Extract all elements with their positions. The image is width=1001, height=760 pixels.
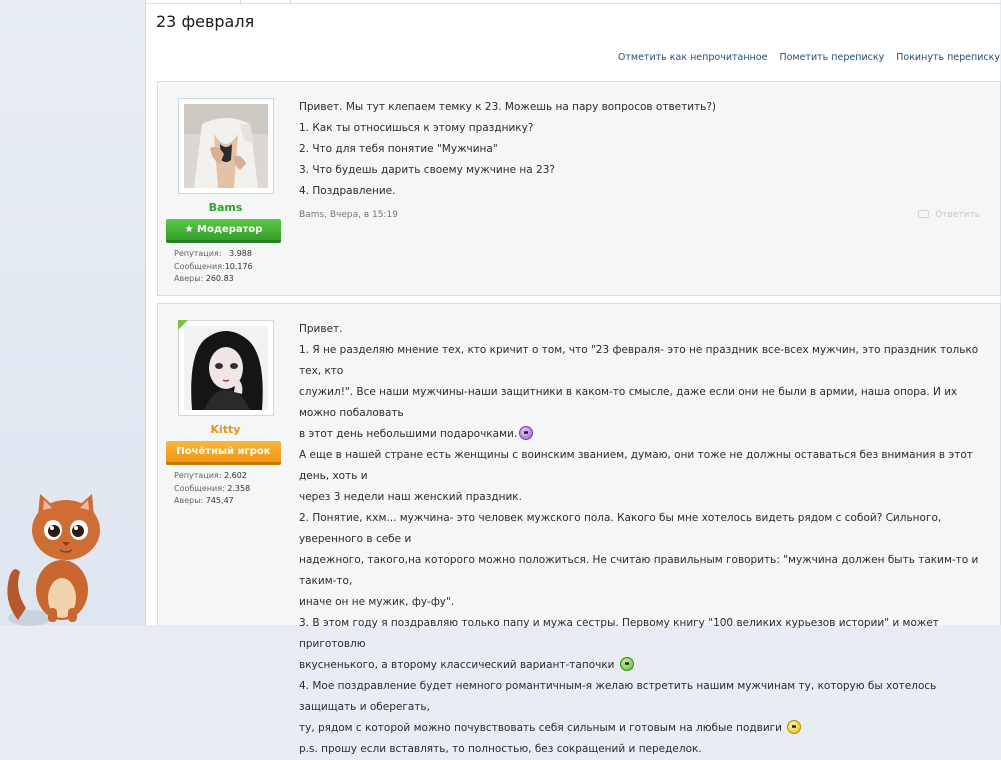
stat-value: 2.602 (223, 471, 247, 480)
message-content (299, 97, 989, 202)
mark-unread-link[interactable]: Отметить как непрочитанное (617, 52, 768, 63)
stat-label: Аверы: (174, 274, 204, 283)
cat-mascot-icon (0, 490, 112, 625)
message-line: через 3 недели наш женский праздник. (299, 491, 522, 503)
message-text: вкусненького, а второму классический вариант-тапочки (299, 659, 615, 671)
message-post (157, 81, 1001, 296)
grin-smiley-icon (620, 657, 634, 671)
message-post (157, 303, 1001, 755)
message-line: служил!". Все наши мужчины-наши защитники в каком-то смысле, даже если они не были в армии, наша опора. И их можно побаловать (299, 386, 958, 419)
reply-button[interactable] (918, 210, 980, 220)
thread-actions (609, 52, 1000, 63)
message-meta[interactable]: Bams, Вчера, в 15:19 (299, 210, 398, 220)
stat-label: Аверы: (174, 496, 204, 505)
conversation-panel (145, 0, 1000, 755)
leave-conversation-link[interactable]: Покинуть переписку (896, 52, 1000, 63)
message-line (299, 718, 989, 739)
message-line (299, 424, 989, 445)
online-indicator-icon (178, 320, 188, 330)
message-line: p.s. прошу если вставлять, то полностью, без сокращений и переделок. (299, 743, 702, 755)
smiley-icon (519, 426, 533, 440)
stat-label: Репутация: (174, 471, 222, 480)
stat-label: Сообщения: (174, 483, 225, 493)
stat-label: Сообщения: (174, 261, 225, 271)
thread-title: 23 февраля (156, 12, 255, 31)
message-line: 4. Поздравление. (299, 185, 396, 197)
message-line: надежного, такого,на которого можно положиться. Не считаю правильным говорить: "мужчина должен быть таким-то и таким-то, (299, 554, 979, 587)
stat-label: Репутация: (174, 249, 222, 258)
top-tab-strip (146, 0, 1001, 4)
message-line: 2. Что для тебя понятие "Мужчина" (299, 143, 498, 155)
avatar-anime-girl-icon (184, 326, 268, 410)
role-badge: Почётный игрок (166, 441, 281, 465)
message-line: иначе он не мужик, фу-фу". (299, 596, 455, 608)
message-text: ту, рядом с которой можно почувствовать себя сильным и готовым на любые подвиги (299, 722, 782, 734)
author-stats (174, 248, 253, 286)
avatar[interactable] (178, 320, 274, 416)
avatar[interactable] (178, 98, 274, 194)
message-line: 3. В этом году я поздравляю только папу и мужа сестры. Первому книгу "100 великих курьезов истории" и может приготовлю (299, 617, 939, 650)
message-text: в этот день небольшими подарочками. (299, 428, 518, 440)
reply-label: Ответить (935, 210, 980, 220)
message-line: Привет. (299, 323, 343, 335)
stat-value: 745,47 (205, 496, 234, 505)
author-name[interactable]: Bams (208, 201, 243, 214)
message-line: 1. Как ты относишься к этому празднику? (299, 122, 534, 134)
wink-smiley-icon (787, 720, 801, 734)
speech-bubble-icon (918, 210, 929, 218)
message-line (299, 655, 989, 676)
message-line: А еще в нашей стране есть женщины с воинским званием, думаю, они тоже не должны оставаться без внимания в этот день, хоть и (299, 449, 973, 482)
star-conversation-link[interactable]: Пометить переписку (779, 52, 885, 63)
stat-value: 2.358 (227, 483, 251, 493)
author-stats (174, 470, 250, 508)
author-name[interactable]: Kitty (210, 423, 241, 436)
stat-value: 10.176 (224, 261, 253, 271)
message-line: 2. Понятие, кхм... мужчина- это человек мужского пола. Какого бы мне хотелось видеть рядом с собой? Сильного, уверенного в себе и (299, 512, 942, 545)
message-line: 4. Мое поздравление будет немного романтичным-я желаю встретить нашим мужчинам ту, которую бы хотелось защищать и оберегать, (299, 680, 937, 713)
avatar-photo-icon (184, 104, 268, 188)
stat-value: 260.83 (205, 274, 234, 283)
role-badge: ★ Модератор (166, 219, 281, 243)
tab-stub[interactable] (241, 0, 291, 4)
left-gutter (0, 0, 145, 625)
message-line: 1. Я не разделяю мнение тех, кто кричит о том, что "23 февраля- это не праздник все-всех мужчин, это праздник только тех, кто (299, 344, 979, 377)
message-line: 3. Что будешь дарить своему мужчине на 23? (299, 164, 555, 176)
message-content (299, 319, 989, 760)
message-line: Привет. Мы тут клепаем темку к 23. Можешь на пару вопросов ответить?) (299, 101, 717, 113)
tab-stub[interactable] (146, 0, 241, 4)
stat-value: 3.988 (229, 249, 252, 258)
